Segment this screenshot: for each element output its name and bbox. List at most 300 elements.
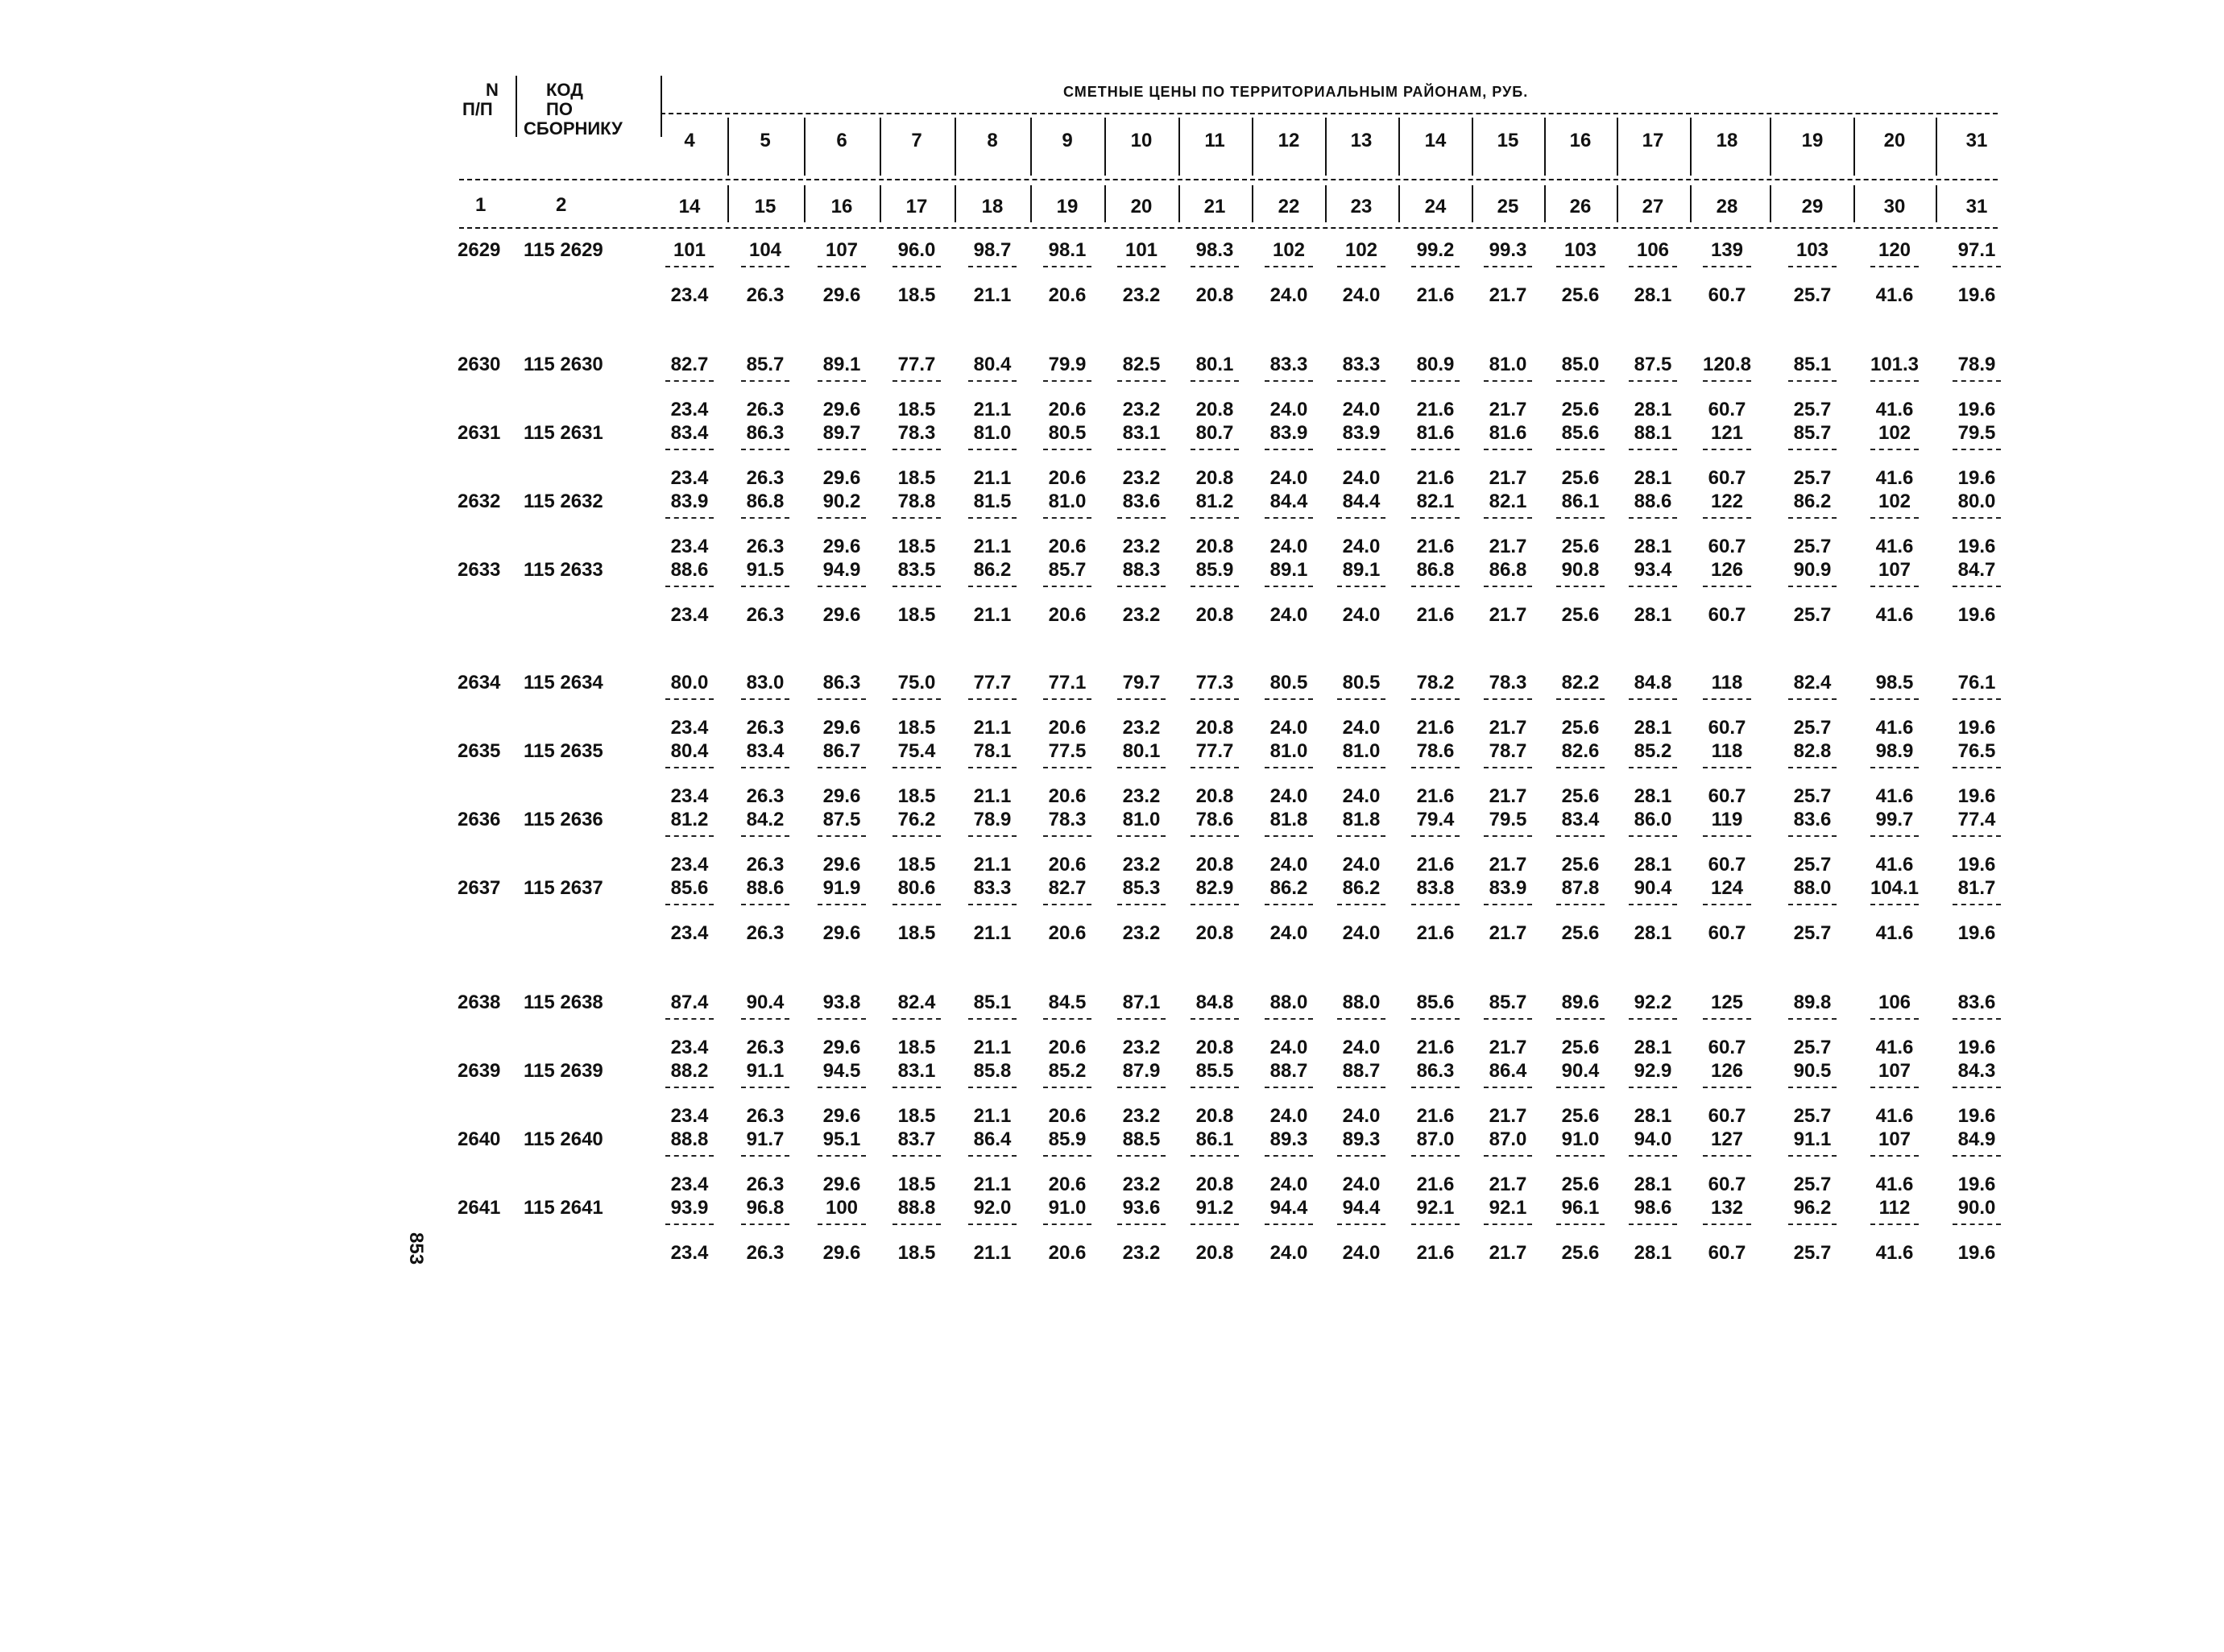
row-number: 2632: [458, 491, 501, 512]
wage-value: 20.6: [1048, 922, 1087, 944]
table-title: СМЕТНЫЕ ЦЕНЫ ПО ТЕРРИТОРИАЛЬНЫМ РАЙОНАМ, РУБ.: [1063, 84, 1529, 100]
col-n-label: [462, 80, 504, 119]
price-value: 85.9: [1048, 1128, 1087, 1150]
wage-value: 25.6: [1561, 467, 1600, 489]
fraction-bar: [1117, 586, 1166, 587]
fraction-bar: [892, 380, 941, 382]
wage-value: 24.0: [1269, 536, 1308, 557]
price-value: 85.1: [1793, 354, 1832, 375]
fraction-bar: [741, 380, 789, 382]
fraction-bar: [1337, 904, 1385, 905]
fraction-bar: [665, 904, 714, 905]
index-col-divider: [1178, 185, 1180, 222]
price-value: 81.0: [1342, 740, 1381, 762]
price-value: 86.3: [746, 422, 785, 444]
fraction-bar: [1043, 698, 1091, 700]
index-col-divider: [1398, 185, 1400, 222]
fraction-bar: [1556, 1155, 1605, 1157]
price-value: 83.9: [670, 491, 709, 512]
wage-value: 20.6: [1048, 536, 1087, 557]
wage-value: 60.7: [1708, 1242, 1746, 1264]
fraction-bar: [1265, 266, 1313, 267]
wage-value: 20.6: [1048, 399, 1087, 420]
price-value: 77.3: [1195, 672, 1234, 694]
index-number: 31: [1965, 196, 1988, 217]
wage-value: 21.7: [1489, 785, 1527, 807]
fraction-bar: [1870, 586, 1919, 587]
fraction-bar: [1629, 835, 1677, 837]
wage-value: 21.7: [1489, 284, 1527, 306]
fraction-bar: [1117, 767, 1166, 768]
wage-value: 28.1: [1634, 467, 1672, 489]
wage-value: 23.4: [670, 785, 709, 807]
fraction-bar: [1953, 1018, 2001, 1020]
price-value: 77.1: [1048, 672, 1087, 694]
fraction-bar: [1556, 586, 1605, 587]
wage-value: 26.3: [746, 1037, 785, 1058]
fraction-bar: [1117, 698, 1166, 700]
price-value: 132: [1710, 1197, 1744, 1219]
price-value: 84.8: [1634, 672, 1672, 694]
row-number: 2635: [458, 740, 501, 762]
fraction-bar: [1556, 835, 1605, 837]
price-value: 79.5: [1489, 809, 1527, 830]
price-value: 124: [1710, 877, 1744, 899]
price-value: 83.9: [1342, 422, 1381, 444]
wage-value: 24.0: [1269, 922, 1308, 944]
wage-value: 29.6: [822, 854, 861, 876]
index-number: 23: [1350, 196, 1373, 217]
price-value: 79.5: [1957, 422, 1996, 444]
price-value: 83.8: [1416, 877, 1455, 899]
index-number: 17: [905, 196, 928, 217]
price-value: 81.2: [1195, 491, 1234, 512]
wage-value: 28.1: [1634, 604, 1672, 626]
wage-value: 24.0: [1269, 467, 1308, 489]
wage-value: 25.7: [1793, 604, 1832, 626]
wage-value: 60.7: [1708, 785, 1746, 807]
price-value: 100: [825, 1197, 859, 1219]
region-col-divider: [1853, 118, 1855, 176]
wage-value: 18.5: [897, 1174, 936, 1195]
fraction-bar: [1411, 586, 1460, 587]
price-value: 90.4: [746, 992, 785, 1013]
wage-value: 29.6: [822, 1174, 861, 1195]
price-value: 99.3: [1489, 239, 1527, 261]
fraction-bar: [1484, 904, 1532, 905]
price-value: 85.1: [973, 992, 1012, 1013]
fraction-bar: [1337, 380, 1385, 382]
fraction-bar: [665, 835, 714, 837]
fraction-bar: [1411, 1087, 1460, 1088]
fraction-bar: [1870, 1087, 1919, 1088]
wage-value: 60.7: [1708, 1105, 1746, 1127]
region-number: 10: [1130, 130, 1153, 151]
wage-value: 26.3: [746, 467, 785, 489]
wage-value: 21.7: [1489, 536, 1527, 557]
wage-value: 21.1: [973, 785, 1012, 807]
price-value: 95.1: [822, 1128, 861, 1150]
region-number: 19: [1801, 130, 1824, 151]
wage-value: 20.6: [1048, 1037, 1087, 1058]
price-value: 75.0: [897, 672, 936, 694]
price-value: 80.9: [1416, 354, 1455, 375]
wage-value: 60.7: [1708, 1174, 1746, 1195]
price-value: 87.1: [1122, 992, 1161, 1013]
price-value: 85.5: [1195, 1060, 1234, 1082]
fraction-bar: [1337, 517, 1385, 519]
price-value: 77.7: [973, 672, 1012, 694]
price-value: 86.3: [822, 672, 861, 694]
price-value: 107: [1878, 1060, 1911, 1082]
fraction-bar: [1043, 835, 1091, 837]
price-value: 84.8: [1195, 992, 1234, 1013]
wage-value: 25.7: [1793, 536, 1832, 557]
fraction-bar: [1556, 767, 1605, 768]
fraction-bar: [1953, 1087, 2001, 1088]
price-value: 92.0: [973, 1197, 1012, 1219]
price-value: 94.5: [822, 1060, 861, 1082]
fraction-bar: [1703, 1087, 1751, 1088]
index-col-divider: [1690, 185, 1692, 222]
price-value: 80.4: [973, 354, 1012, 375]
price-value: 87.0: [1416, 1128, 1455, 1150]
fraction-bar: [1484, 1018, 1532, 1020]
price-value: 107: [825, 239, 859, 261]
wage-value: 20.6: [1048, 717, 1087, 739]
fraction-bar: [818, 698, 866, 700]
price-value: 93.4: [1634, 559, 1672, 581]
row-code: 115 2631: [524, 422, 603, 444]
price-value: 94.0: [1634, 1128, 1672, 1150]
fraction-bar: [1117, 517, 1166, 519]
wage-value: 41.6: [1875, 604, 1914, 626]
row-number: 2630: [458, 354, 501, 375]
wage-value: 18.5: [897, 922, 936, 944]
wage-value: 25.7: [1793, 1174, 1832, 1195]
fraction-bar: [1629, 266, 1677, 267]
fraction-bar: [665, 1087, 714, 1088]
region-col-divider: [804, 118, 806, 176]
region-number: 16: [1569, 130, 1592, 151]
fraction-bar: [1556, 380, 1605, 382]
price-value: 85.2: [1634, 740, 1672, 762]
index-col-divider: [1770, 185, 1771, 222]
fraction-bar: [1953, 1155, 2001, 1157]
fraction-bar: [1484, 449, 1532, 450]
price-value: 90.2: [822, 491, 861, 512]
wage-value: 23.4: [670, 854, 709, 876]
wage-value: 20.6: [1048, 1242, 1087, 1264]
region-number: 9: [1062, 130, 1073, 151]
header-divider-2: [661, 76, 662, 137]
fraction-bar: [665, 767, 714, 768]
price-value: 98.1: [1048, 239, 1087, 261]
price-value: 83.3: [973, 877, 1012, 899]
price-value: 86.2: [973, 559, 1012, 581]
price-value: 120: [1878, 239, 1911, 261]
price-value: 90.8: [1561, 559, 1600, 581]
wage-value: 21.6: [1416, 1105, 1455, 1127]
price-value: 82.7: [670, 354, 709, 375]
region-number: 17: [1642, 130, 1664, 151]
wage-value: 20.8: [1195, 284, 1234, 306]
price-value: 81.2: [670, 809, 709, 830]
wage-value: 21.7: [1489, 1105, 1527, 1127]
wage-value: 19.6: [1957, 1242, 1996, 1264]
price-value: 91.5: [746, 559, 785, 581]
price-value: 78.9: [1957, 354, 1996, 375]
wage-value: 28.1: [1634, 922, 1672, 944]
price-value: 86.0: [1634, 809, 1672, 830]
wage-value: 24.0: [1342, 399, 1381, 420]
fraction-bar: [1870, 517, 1919, 519]
wage-value: 21.6: [1416, 399, 1455, 420]
price-value: 101: [1124, 239, 1158, 261]
row-code: 115 2634: [524, 672, 603, 694]
fraction-bar: [1191, 586, 1239, 587]
wage-value: 29.6: [822, 284, 861, 306]
index-col-divider: [1252, 185, 1253, 222]
fraction-bar: [892, 698, 941, 700]
price-value: 98.9: [1875, 740, 1914, 762]
fraction-bar: [1337, 586, 1385, 587]
price-value: 93.9: [670, 1197, 709, 1219]
row-number: 2640: [458, 1128, 501, 1150]
wage-value: 21.1: [973, 717, 1012, 739]
fraction-bar: [1703, 904, 1751, 905]
fraction-bar: [1191, 904, 1239, 905]
wage-value: 19.6: [1957, 922, 1996, 944]
wage-value: 41.6: [1875, 717, 1914, 739]
price-value: 92.1: [1416, 1197, 1455, 1219]
wage-value: 25.7: [1793, 1105, 1832, 1127]
price-value: 80.4: [670, 740, 709, 762]
price-value: 82.2: [1561, 672, 1600, 694]
fraction-bar: [1788, 1155, 1837, 1157]
fraction-bar: [1788, 1223, 1837, 1225]
fraction-bar: [1703, 517, 1751, 519]
price-value: 80.0: [1957, 491, 1996, 512]
wage-value: 25.6: [1561, 284, 1600, 306]
fraction-bar: [665, 1018, 714, 1020]
price-value: 88.2: [670, 1060, 709, 1082]
price-value: 99.2: [1416, 239, 1455, 261]
wage-value: 18.5: [897, 1242, 936, 1264]
fraction-bar: [1337, 1223, 1385, 1225]
fraction-bar: [1870, 835, 1919, 837]
wage-value: 25.6: [1561, 1105, 1600, 1127]
fraction-bar: [968, 1155, 1017, 1157]
price-value: 80.5: [1269, 672, 1308, 694]
fraction-bar: [1788, 517, 1837, 519]
price-value: 103: [1563, 239, 1597, 261]
price-value: 83.1: [897, 1060, 936, 1082]
price-value: 93.6: [1122, 1197, 1161, 1219]
header-mid-rule: [459, 179, 1998, 180]
fraction-bar: [1788, 266, 1837, 267]
wage-value: 24.0: [1269, 1037, 1308, 1058]
fraction-bar: [818, 904, 866, 905]
wage-value: 60.7: [1708, 536, 1746, 557]
price-value: 78.7: [1489, 740, 1527, 762]
price-value: 78.9: [973, 809, 1012, 830]
price-value: 83.7: [897, 1128, 936, 1150]
region-number: 13: [1350, 130, 1373, 151]
fraction-bar: [1870, 904, 1919, 905]
price-value: 86.1: [1195, 1128, 1234, 1150]
fraction-bar: [1953, 767, 2001, 768]
wage-value: 29.6: [822, 604, 861, 626]
row-code: 115 2635: [524, 740, 603, 762]
row-code: 115 2638: [524, 992, 603, 1013]
price-value: 89.1: [1269, 559, 1308, 581]
row-code: 115 2641: [524, 1197, 603, 1219]
wage-value: 29.6: [822, 717, 861, 739]
wage-value: 19.6: [1957, 399, 1996, 420]
wage-value: 20.8: [1195, 785, 1234, 807]
fraction-bar: [1117, 1087, 1166, 1088]
price-value: 86.2: [1793, 491, 1832, 512]
fraction-bar: [1043, 449, 1091, 450]
fraction-bar: [741, 698, 789, 700]
index-col-divider: [1030, 185, 1032, 222]
wage-value: 23.2: [1122, 785, 1161, 807]
price-value: 80.6: [897, 877, 936, 899]
row-code: 115 2632: [524, 491, 603, 512]
fraction-bar: [1953, 586, 2001, 587]
fraction-bar: [892, 1155, 941, 1157]
fraction-bar: [741, 266, 789, 267]
price-value: 90.4: [1634, 877, 1672, 899]
price-value: 86.8: [1416, 559, 1455, 581]
price-value: 86.8: [746, 491, 785, 512]
wage-value: 25.7: [1793, 1037, 1832, 1058]
price-value: 118: [1711, 672, 1743, 694]
wage-value: 18.5: [897, 467, 936, 489]
fraction-bar: [1629, 1087, 1677, 1088]
price-value: 139: [1710, 239, 1744, 261]
wage-value: 20.6: [1048, 604, 1087, 626]
wage-value: 19.6: [1957, 604, 1996, 626]
price-value: 97.1: [1957, 239, 1996, 261]
region-col-divider: [1544, 118, 1546, 176]
index-number: 20: [1130, 196, 1153, 217]
price-value: 83.4: [670, 422, 709, 444]
fraction-bar: [1870, 698, 1919, 700]
fraction-bar: [1703, 380, 1751, 382]
wage-value: 26.3: [746, 1174, 785, 1195]
price-value: 101.3: [1870, 354, 1920, 375]
wage-value: 20.8: [1195, 717, 1234, 739]
price-value: 88.6: [670, 559, 709, 581]
price-value: 83.3: [1342, 354, 1381, 375]
region-col-divider: [1617, 118, 1618, 176]
fraction-bar: [1337, 1087, 1385, 1088]
price-value: 77.7: [1195, 740, 1234, 762]
price-value: 98.3: [1195, 239, 1234, 261]
fraction-bar: [1337, 449, 1385, 450]
wage-value: 21.7: [1489, 604, 1527, 626]
wage-value: 21.6: [1416, 717, 1455, 739]
wage-value: 20.6: [1048, 1105, 1087, 1127]
header-bottom-rule: [459, 227, 1998, 229]
price-value: 86.7: [822, 740, 861, 762]
price-value: 81.0: [973, 422, 1012, 444]
fraction-bar: [892, 517, 941, 519]
fraction-bar: [1117, 1018, 1166, 1020]
wage-value: 23.2: [1122, 922, 1161, 944]
fraction-bar: [1411, 698, 1460, 700]
fraction-bar: [1117, 266, 1166, 267]
price-value: 88.6: [1634, 491, 1672, 512]
price-value: 83.1: [1122, 422, 1161, 444]
wage-value: 60.7: [1708, 717, 1746, 739]
fraction-bar: [741, 904, 789, 905]
price-value: 80.0: [670, 672, 709, 694]
fraction-bar: [1953, 698, 2001, 700]
price-value: 84.7: [1957, 559, 1996, 581]
price-value: 86.4: [973, 1128, 1012, 1150]
col-code-label: [524, 81, 623, 139]
price-value: 82.5: [1122, 354, 1161, 375]
price-value: 84.2: [746, 809, 785, 830]
price-value: 91.7: [746, 1128, 785, 1150]
price-value: 92.1: [1489, 1197, 1527, 1219]
wage-value: 18.5: [897, 604, 936, 626]
wage-value: 21.7: [1489, 1037, 1527, 1058]
price-value: 84.4: [1342, 491, 1381, 512]
fraction-bar: [1870, 266, 1919, 267]
wage-value: 21.7: [1489, 399, 1527, 420]
wage-value: 29.6: [822, 536, 861, 557]
wage-value: 21.6: [1416, 536, 1455, 557]
region-number: 18: [1716, 130, 1738, 151]
wage-value: 29.6: [822, 1037, 861, 1058]
region-col-divider: [1104, 118, 1106, 176]
region-col-divider: [1030, 118, 1032, 176]
price-value: 89.8: [1793, 992, 1832, 1013]
price-value: 85.7: [1489, 992, 1527, 1013]
price-value: 102: [1344, 239, 1378, 261]
price-value: 98.7: [973, 239, 1012, 261]
fraction-bar: [1788, 1087, 1837, 1088]
price-value: 96.1: [1561, 1197, 1600, 1219]
fraction-bar: [1788, 767, 1837, 768]
fraction-bar: [892, 767, 941, 768]
wage-value: 20.6: [1048, 854, 1087, 876]
price-value: 101: [673, 239, 706, 261]
price-value: 82.1: [1489, 491, 1527, 512]
fraction-bar: [818, 449, 866, 450]
row-code: 115 2630: [524, 354, 603, 375]
fraction-bar: [1629, 380, 1677, 382]
fraction-bar: [1411, 1018, 1460, 1020]
price-value: 85.3: [1122, 877, 1161, 899]
wage-value: 28.1: [1634, 1242, 1672, 1264]
fraction-bar: [818, 767, 866, 768]
price-value: 82.6: [1561, 740, 1600, 762]
index-number: 19: [1056, 196, 1079, 217]
wage-value: 23.2: [1122, 467, 1161, 489]
wage-value: 23.2: [1122, 399, 1161, 420]
fraction-bar: [1870, 380, 1919, 382]
fraction-bar: [1556, 266, 1605, 267]
price-value: 91.9: [822, 877, 861, 899]
row-number: 2633: [458, 559, 501, 581]
fraction-bar: [892, 1087, 941, 1088]
wage-value: 20.8: [1195, 1242, 1234, 1264]
